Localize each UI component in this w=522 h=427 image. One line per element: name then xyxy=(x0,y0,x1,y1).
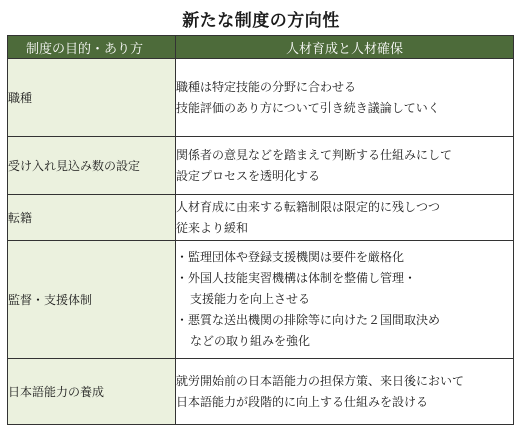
desc-line: ・悪質な送出機関の排除等に向けた２国間取決め xyxy=(176,313,441,327)
row-label-occupation: 職種 xyxy=(8,59,176,137)
desc-line: などの取り組みを強化 xyxy=(190,334,311,348)
desc-line: 人材育成に由来する転籍制限は限定的に残しつつ xyxy=(176,199,441,214)
desc-line: ・外国人技能実習機構は体制を整備し管理・ xyxy=(176,271,417,285)
header-purpose: 制度の目的・あり方 xyxy=(8,36,176,59)
desc-line: ・監理団体や登録支援機関は要件を厳格化 xyxy=(176,250,405,264)
row-desc-acceptance xyxy=(176,137,514,195)
table-row xyxy=(8,137,514,195)
row-label-acceptance: 受け入れ見込み数の設定 xyxy=(8,137,176,195)
desc-line: 従来より緩和 xyxy=(176,220,249,235)
policy-table xyxy=(7,35,514,425)
table-row xyxy=(8,59,514,137)
table-row xyxy=(8,195,514,241)
row-label-supervision: 監督・支援体制 xyxy=(8,241,176,359)
row-desc-transfer xyxy=(176,195,514,241)
row-desc-japanese xyxy=(176,359,514,425)
desc-line: 関係者の意見などを踏まえて判断する仕組みにして xyxy=(176,147,453,162)
header-direction: 人材育成と人材確保 xyxy=(176,36,514,59)
desc-line: 設定プロセスを透明化する xyxy=(176,168,321,183)
desc-line: 日本語能力が段階的に向上する仕組みを設ける xyxy=(176,394,429,409)
desc-line: 支援能力を向上させる xyxy=(190,292,311,306)
row-desc-supervision xyxy=(176,241,514,359)
row-label-japanese: 日本語能力の養成 xyxy=(8,359,176,425)
row-desc-occupation xyxy=(176,59,514,137)
desc-line: 技能評価のあり方について引き続き議論していく xyxy=(176,100,440,115)
desc-line: 就労開始前の日本語能力の担保方策、来日後において xyxy=(176,373,465,388)
desc-line: 職種は特定技能の分野に合わせる xyxy=(176,79,357,94)
page-title: 新たな制度の方向性 xyxy=(182,11,340,31)
table-row xyxy=(8,241,514,359)
table-row xyxy=(8,359,514,425)
row-label-transfer: 転籍 xyxy=(8,195,176,241)
table-header-row xyxy=(8,36,514,59)
